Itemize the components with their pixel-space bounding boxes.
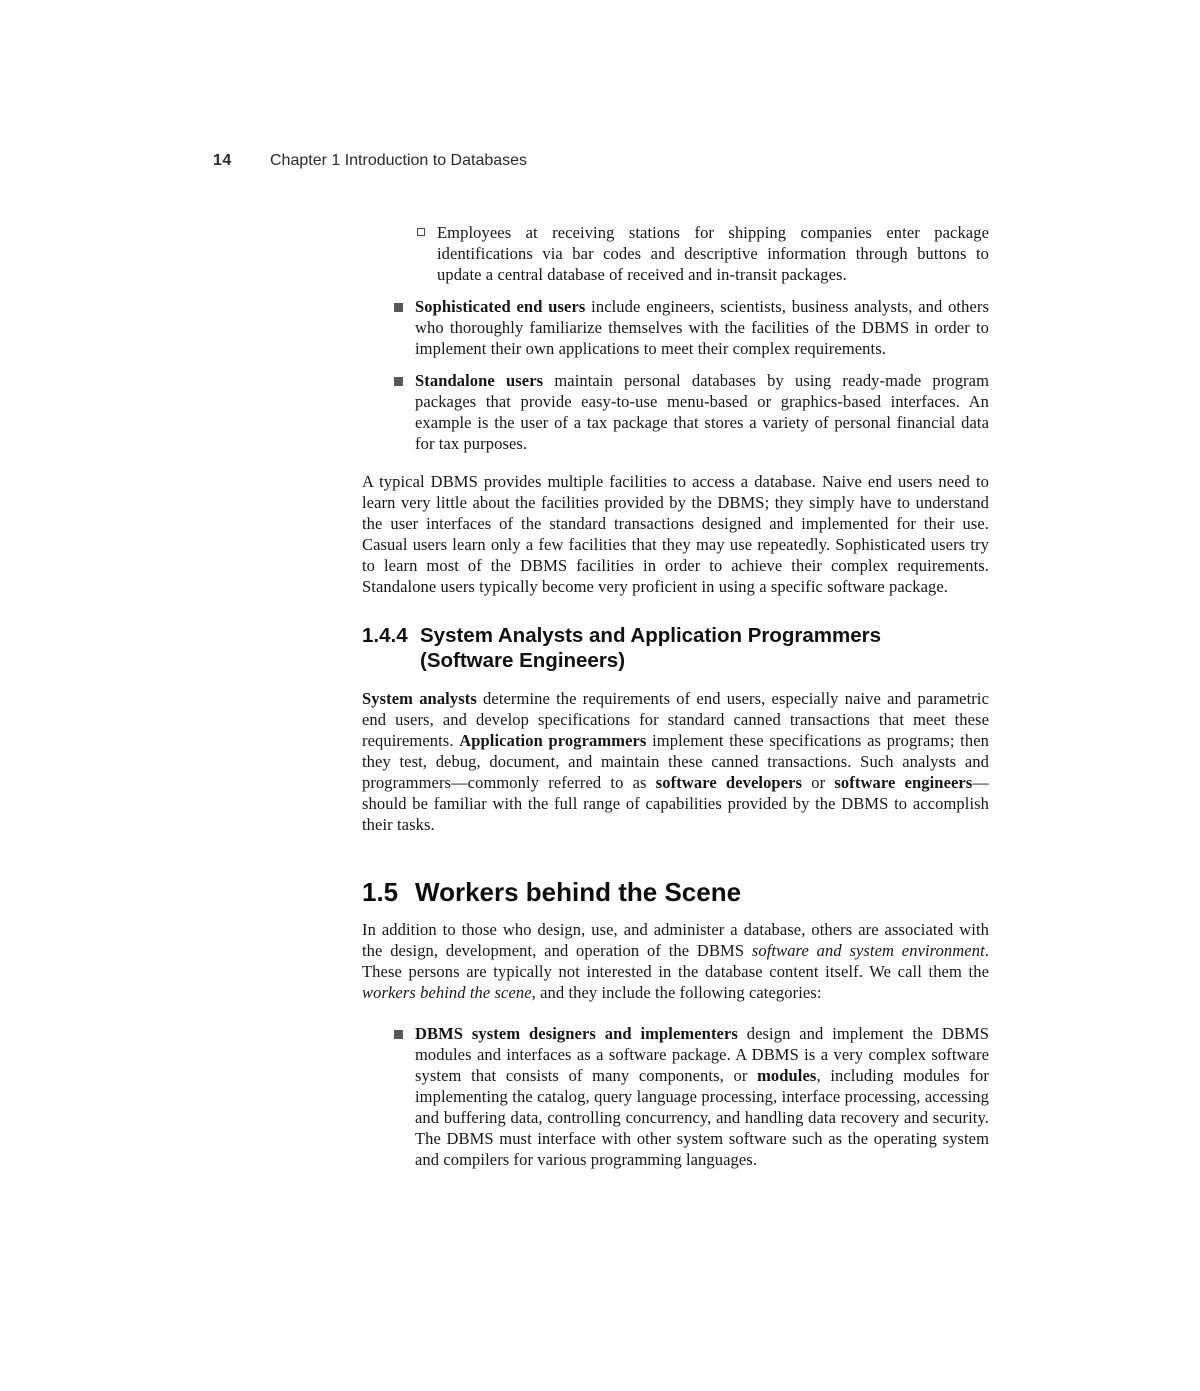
subsection-number: 1.4.4	[362, 624, 408, 647]
list-item-standalone-users	[362, 370, 989, 454]
paragraph-typical-dbms: A typical DBMS provides multiple facilities to access a database. Naive end users need to learn very little about the facilities provided by the DBMS; they simply have to understand the user interfaces of the standard transactions designed and implemented for their use. Casual users learn only a few facilities that they may use repeatedly. Sophisticated users try to learn most of the DBMS facilities in order to achieve their complex requirements. Standalone users typically become very proficient in using a specific software package.	[362, 472, 989, 596]
list-item-text: Sophisticated end users include engineers, scientists, business analysts, and others who thoroughly familiarize themselves with the facilities of the DBMS in order to implement their own applications to meet their complex requirements.	[415, 297, 990, 358]
section-number: 1.5	[362, 877, 399, 907]
hollow-square-bullet-icon	[417, 228, 425, 236]
paragraph-workers-behind-scene: In addition to those who design, use, and administer a database, others are associated with the design, development, and operation of the DBMS software and system environment. These persons are typically not interested in the database content itself. We call them the workers behind the scene, and they include the following categories:	[362, 920, 989, 1002]
list-item-dbms-system-designers	[362, 1023, 989, 1170]
running-head-title: Chapter 1 Introduction to Databases	[270, 152, 528, 169]
text-column	[362, 222, 989, 1170]
subsection-heading-1-4-4	[362, 623, 989, 673]
list-item-text: DBMS system designers and implementers design and implement the DBMS modules and interfaces as a software package. A DBMS is a very complex software system that consists of many components, or modules, including modules for implementing the catalog, query language processing, interface processing, accessing and buffering data, controlling concurrency, and handling data recovery and security. The DBMS must interface with other system software such as the operating system and compilers for various programming languages.	[415, 1024, 989, 1169]
list-item-text: Employees at receiving stations for shipping companies enter package identifications via bar codes and descriptive information through buttons to update a central database of received and in-transit packages.	[437, 223, 989, 284]
list-item-sophisticated-end-users	[362, 296, 989, 359]
square-bullet-icon	[394, 1030, 403, 1039]
list-item-employees	[362, 222, 989, 285]
section-heading-1-5	[362, 877, 989, 907]
page-number: 14	[213, 152, 232, 169]
section-title: Workers behind the Scene	[415, 877, 742, 907]
paragraph-system-analysts: System analysts determine the requirements of end users, especially naive and parametric end users, and develop specifications for standard canned transactions that meet these requirements. Application programmers implement these specifications as programs; then they test, debug, document, and maintain these canned transactions. Such analysts and programmers—commonly referred to as software developers or software engineers—should be familiar with the full range of capabilities provided by the DBMS to accomplish their tasks.	[362, 689, 989, 834]
square-bullet-icon	[394, 303, 403, 312]
list-item-text: Standalone users maintain personal databases by using ready-made program packages that provide easy-to-use menu-based or graphics-based interfaces. An example is the user of a tax package that stores a variety of personal financial data for tax purposes.	[415, 371, 989, 453]
subsection-title: System Analysts and Application Programmers (Software Engineers)	[420, 624, 882, 672]
square-bullet-icon	[394, 377, 403, 386]
